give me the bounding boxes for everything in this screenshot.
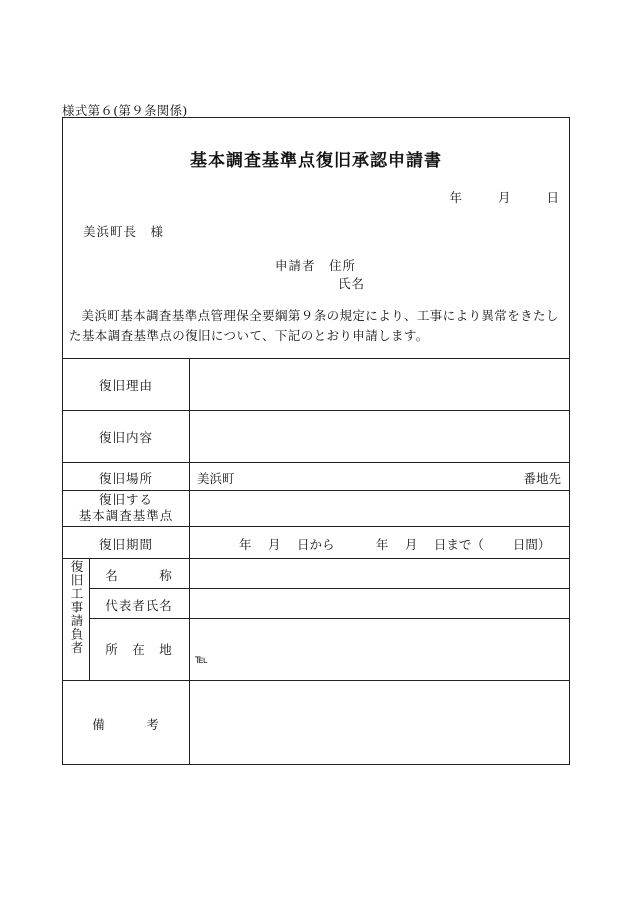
row-divider [63, 526, 569, 527]
place-suffix: 番地先 [523, 471, 561, 486]
date-month: 月 [497, 190, 511, 205]
contractor-address-label: 所 在 地 [105, 642, 173, 657]
addressee: 美浜町長 様 [83, 224, 165, 239]
tel-label: ℡ [195, 652, 208, 666]
row-divider [63, 558, 569, 559]
remarks-label: 備 考 [92, 717, 160, 732]
applicant-name-label: 氏名 [338, 276, 366, 291]
place-label: 復旧場所 [98, 471, 153, 486]
row-divider [63, 462, 569, 463]
period-label: 復旧期間 [98, 537, 153, 552]
point-label-line1: 復旧する [98, 492, 153, 507]
contractor-vertical-label: 復旧工事請負者 [69, 560, 84, 655]
application-form [62, 117, 570, 765]
document-title: 基本調査基準点復旧承認申請書 [190, 151, 442, 171]
form-caption: 様式第６(第９条関係) [62, 103, 188, 118]
body-text: 美浜町基本調査基準点管理保全要綱第９条の規定により、工事により異常をきたした基本調査基準点の復旧について、下記のとおり申請します。 [69, 308, 559, 343]
column-divider [189, 358, 190, 764]
date-day: 日 [546, 190, 559, 205]
row-divider [63, 490, 569, 491]
row-divider [89, 618, 569, 619]
row-divider [63, 410, 569, 411]
contractor-rep-label: 代表者氏名 [105, 598, 173, 613]
content-label: 復旧内容 [98, 430, 153, 445]
place-town: 美浜町 [197, 471, 235, 486]
applicant-address-label: 申請者 住所 [275, 258, 357, 273]
date-line [449, 188, 559, 206]
point-label-line2: 基本調査基準点 [78, 508, 174, 523]
period-text: 年 月 日から 年 月 日まで（ 日間） [239, 537, 551, 552]
row-divider [89, 588, 569, 589]
reason-label: 復旧理由 [98, 378, 153, 393]
date-year: 年 [449, 190, 462, 205]
contractor-name-label: 名 称 [105, 568, 173, 583]
row-divider [63, 680, 569, 681]
table-top-border [63, 358, 569, 359]
